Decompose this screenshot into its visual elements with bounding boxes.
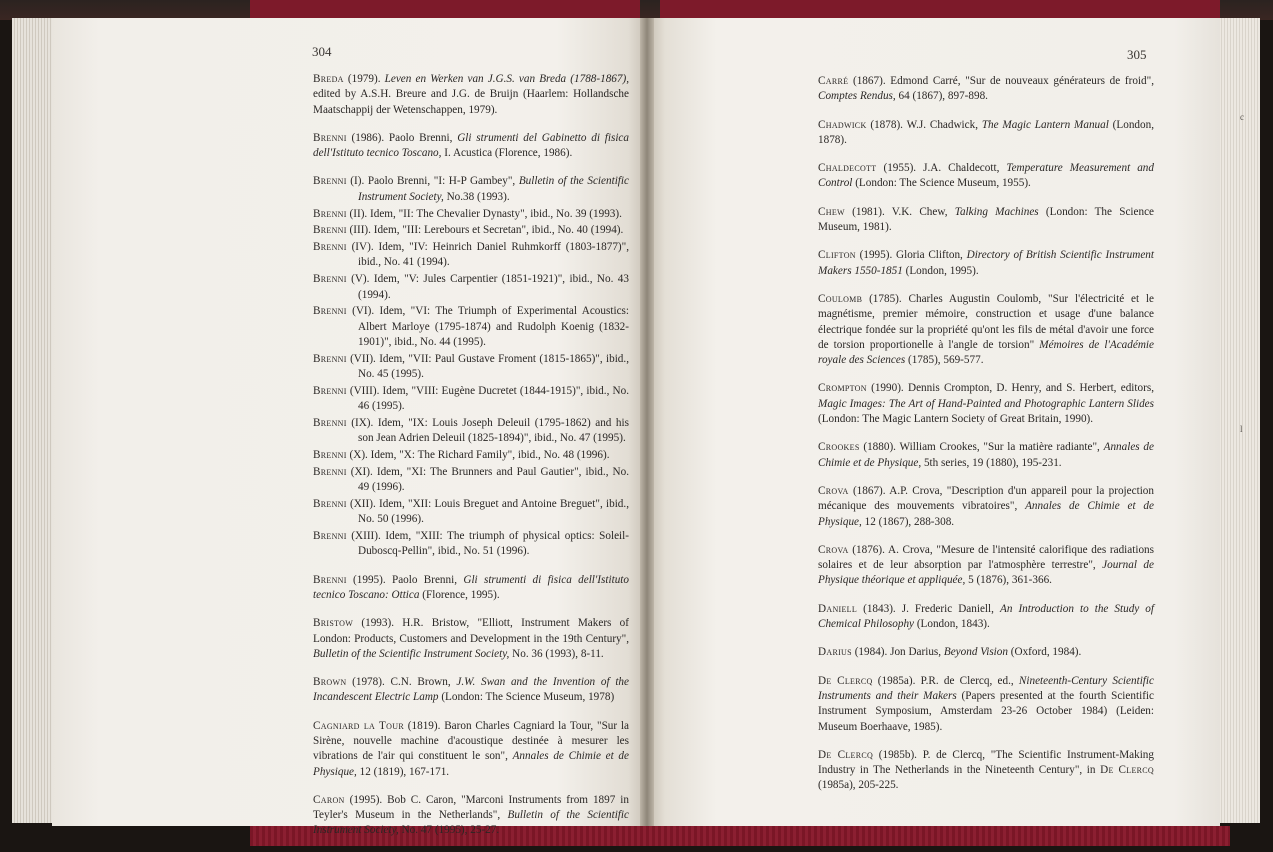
entry-text: 12 (1867), 288-308.: [861, 515, 955, 528]
entry-text: (1990). Dennis Crompton, D. Henry, and S. Herbert, editors,: [866, 382, 1154, 395]
entry-text: (VII). Idem, "VII: Paul Gustave Froment (1815-1865)", ibid., No. 45 (1995).: [346, 352, 629, 381]
bibliography-entry: [313, 529, 629, 560]
entry-title: Directory of British Scientific Instrument Makers 1550-1851: [818, 249, 1154, 277]
entry-text: (XII). Idem, "XII: Louis Breguet and Antoine Breguet", ibid., No. 50 (1996).: [346, 497, 629, 526]
entry-text: (V). Idem, "V: Jules Carpentier (1851-1921)", ibid., No. 43 (1994).: [346, 273, 629, 301]
entry-text: (London: The Science Museum, 1955).: [852, 177, 1031, 190]
entry-author: Brenni: [313, 465, 347, 478]
entry-title: Annales de Chimie et de Physique,: [818, 500, 1154, 528]
entry-text: (1985a), 205-225.: [818, 779, 899, 792]
bibliography-entry: [313, 497, 629, 528]
entry-text: (Oxford, 1984).: [1007, 646, 1082, 659]
entry-title: Annales de Chimie et de Physique,: [818, 441, 1154, 469]
entry-text: (1979).: [343, 73, 385, 85]
entry-author: Brenni: [313, 352, 347, 365]
bibliography-entry: [313, 793, 629, 839]
entry-author: Brenni: [313, 273, 347, 286]
entry-author: Brenni: [313, 131, 347, 144]
entry-text: 64 (1867), 897-898.: [895, 90, 988, 103]
bibliography-entry: [313, 72, 629, 118]
bibliography-entry: [818, 645, 1154, 660]
right-bibliography-column: [818, 74, 1154, 807]
entry-text: (Florence, 1995).: [419, 588, 500, 601]
page-edges-right: [1218, 18, 1260, 823]
bibliography-entry: [313, 304, 629, 350]
entry-text: (1843). J. Frederic Daniell,: [857, 602, 1000, 615]
entry-title: Annales de Chimie et de Physique,: [313, 750, 629, 778]
bibliography-entry: [818, 440, 1154, 471]
entry-text: (1876). A. Crova, "Mesure de l'intensité calorifique des radiations solaires et de leur absorption par l'atmosphère terrestre",: [818, 543, 1154, 572]
entry-text: (London, 1878).: [818, 118, 1154, 146]
entry-reference: De Clercq: [1100, 764, 1154, 777]
entry-title: Bulletin of the Scientific Instrument Society,: [358, 175, 629, 203]
entry-author: De Clercq: [818, 674, 873, 687]
bibliography-entry: [818, 205, 1154, 236]
entry-title: Temperature Measurement and Control: [818, 162, 1154, 190]
entry-title: Mémoires de l'Académie royale des Sciences: [818, 338, 1154, 367]
entry-author: Brenni: [313, 384, 347, 397]
entry-text: (London, 1995).: [902, 264, 979, 277]
entry-author: Chew: [818, 205, 845, 218]
bibliography-entry: [818, 381, 1154, 427]
entry-author: Brenni: [313, 305, 347, 318]
bibliography-entry: [818, 161, 1154, 192]
entry-author: De Clercq: [818, 748, 874, 761]
entry-author: Crookes: [818, 441, 860, 454]
entry-author: Carré: [818, 75, 849, 87]
bibliography-entry: [818, 748, 1154, 794]
entry-title: Journal de Physique théorique et appliquée,: [818, 559, 1154, 587]
entry-author: Brenni: [313, 530, 347, 543]
bibliography-entry: [313, 675, 629, 706]
entry-text: (1955). J.A. Chaldecott,: [876, 162, 1007, 175]
entry-author: Crova: [818, 484, 849, 497]
entry-text: (London: The Magic Lantern Society of Great Britain, 1990).: [818, 413, 1094, 426]
entry-text: (1785). Charles Augustin Coulomb, "Sur l'électricité et le magnétisme, premier mémoire, construction et usage d'une balance électrique fondée sur la propriété qu'ont les fils de métal d'avoir une force de torsion proportionelle à l'angle de torsion": [818, 292, 1154, 351]
entry-author: Darius: [818, 646, 852, 659]
bibliography-entry: [313, 352, 629, 383]
entry-author: Coulomb: [818, 292, 863, 305]
left-page-number: 304: [312, 44, 332, 59]
entry-text: I. Acustica (Florence, 1986).: [441, 147, 573, 160]
entry-text: (1878). W.J. Chadwick,: [866, 118, 982, 131]
entry-title: The Magic Lantern Manual: [981, 118, 1109, 131]
bibliography-entry: [313, 448, 629, 463]
bibliography-entry: [313, 465, 629, 496]
entry-author: Cagniard la Tour: [313, 719, 404, 732]
entry-author: Chaldecott: [818, 162, 877, 175]
entry-text: (XIII). Idem, "XIII: The triumph of physical optics: Soleil-Duboscq-Pellin", ibid., No. 51 (1996).: [346, 530, 629, 558]
margin-mark: l: [1240, 424, 1243, 434]
entry-title: Leven en Werken van J.G.S. van Breda (1788-1867),: [384, 73, 630, 85]
entry-text: (IV). Idem, "IV: Heinrich Daniel Ruhmkorff (1803-1877)", ibid., No. 41 (1994).: [346, 241, 629, 269]
bibliography-entry: [313, 174, 629, 205]
entry-text: (1984). Jon Darius,: [851, 646, 944, 659]
entry-title: Bulletin of the Scientific Instrument Society,: [313, 647, 510, 660]
entry-title: Gli strumenti di fisica dell'Istituto tecnico Toscano: Ottica: [313, 573, 630, 601]
left-bibliography-column: [313, 72, 629, 852]
book-gutter: [640, 18, 654, 826]
bibliography-entry: [313, 384, 629, 415]
entry-title: Bulletin of the Scientific Instrument Society,: [313, 809, 629, 837]
entry-text: (1981). V.K. Chew,: [844, 205, 955, 218]
entry-author: Brenni: [313, 497, 347, 510]
entry-text: (VIII). Idem, "VIII: Eugène Ducretet (1844-1915)", ibid., No. 46 (1995).: [346, 384, 629, 413]
entry-author: Crompton: [818, 382, 867, 395]
entry-title: J.W. Swan and the Invention of the Incandescent Electric Lamp: [313, 676, 629, 704]
entry-text: (Papers presented at the fourth Scientific Instrument Symposium, Amsterdam 23-26 October 1984) (Leiden: Museum Boerhaave, 1985).: [818, 689, 1154, 733]
entry-author: Daniell: [818, 602, 858, 615]
entry-text: (X). Idem, "X: The Richard Family", ibid., No. 48 (1996).: [346, 449, 610, 462]
entry-text: (XI). Idem, "XI: The Brunners and Paul Gautier", ibid., No. 49 (1996).: [346, 465, 629, 494]
entry-text: (1819). Baron Charles Cagniard la Tour, "Sur la Sirène, nouvelle machine d'acoustique destinée à mesurer les vibrations de l'air qui constituent le son",: [313, 719, 629, 763]
bibliography-entry: [313, 272, 629, 303]
entry-author: Crova: [818, 543, 849, 556]
bibliography-entry: [818, 674, 1154, 735]
bibliography-entry: [818, 118, 1154, 149]
entry-author: Caron: [313, 793, 345, 806]
entry-text: No. 36 (1993), 8-11.: [509, 647, 604, 660]
entry-text: 12 (1819), 167-171.: [356, 765, 450, 778]
entry-title: Beyond Vision: [943, 646, 1008, 659]
bibliography-entry: [313, 719, 629, 780]
entry-author: Clifton: [818, 249, 856, 262]
entry-author: Brenni: [313, 416, 347, 429]
entry-author: Chadwick: [818, 118, 867, 131]
entry-author: Bristow: [313, 617, 354, 630]
entry-text: (1985b). P. de Clercq, "The Scientific Instrument-Making Industry in The Netherlands in the Nineteenth Century", in: [818, 748, 1154, 777]
entry-text: (1867). Edmond Carré, "Sur de nouveaux générateurs de froid",: [848, 75, 1154, 87]
entry-text: (1867). A.P. Crova, "Description d'un appareil pour la projection mécanique des mouvements vibratoires",: [818, 484, 1154, 513]
entry-text: (1995). Bob C. Caron, "Marconi Instruments from 1897 in Teyler's Museum in the Netherlands",: [313, 793, 629, 822]
entry-text: (1995). Gloria Clifton,: [855, 249, 967, 262]
right-page-number: 305: [1127, 47, 1147, 62]
entry-text: edited by A.S.H. Breure and J.G. de Bruijn (Haarlem: Hollandsche Maatschappij der Wetenschappen, 1979).: [313, 88, 629, 116]
entry-text: 5 (1876), 361-366.: [965, 574, 1052, 587]
entry-text: No.38 (1993).: [443, 190, 510, 203]
entry-title: An Introduction to the Study of Chemical Philosophy: [818, 602, 1154, 631]
entry-text: (III). Idem, "III: Lerebours et Secretan", ibid., No. 40 (1994).: [346, 224, 624, 237]
entry-title: Nineteenth-Century Scientific Instruments and their Makers: [818, 674, 1154, 702]
entry-text: (1785), 569-577.: [905, 354, 984, 367]
entry-text: (1986). Paolo Brenni,: [346, 131, 458, 144]
entry-text: (London: The Science Museum, 1981).: [818, 205, 1155, 234]
entry-text: (IX). Idem, "IX: Louis Joseph Deleuil (1795-1862) and his son Jean Adrien Deleuil (1825-1894)", ibid., No. 47 (1995).: [346, 416, 629, 445]
bibliography-entry: [313, 616, 629, 662]
bibliography-entry: [818, 292, 1154, 368]
bibliography-entry: [313, 207, 629, 222]
bibliography-entry: [313, 573, 629, 604]
entry-text: (II). Idem, "II: The Chevalier Dynasty", ibid., No. 39 (1993).: [346, 207, 622, 220]
entry-author: Brenni: [313, 449, 347, 462]
entry-author: Brown: [313, 676, 347, 689]
bibliography-entry: [818, 484, 1154, 530]
entry-text: (1978). C.N. Brown,: [346, 676, 457, 689]
bibliography-entry: [818, 543, 1154, 589]
page-edges-left: [12, 18, 52, 823]
margin-mark: c: [1240, 112, 1244, 122]
bibliography-entry: [313, 416, 629, 447]
entry-text: (London: The Science Museum, 1978): [438, 691, 615, 704]
entry-text: (1985a). P.R. de Clercq, ed.,: [872, 674, 1019, 687]
bibliography-entry: [313, 223, 629, 238]
entry-title: Comptes Rendus,: [818, 90, 896, 103]
bibliography-entry: [818, 602, 1154, 633]
entry-text: 5th series, 19 (1880), 195-231.: [921, 456, 1062, 469]
entry-author: Brenni: [313, 241, 347, 254]
entry-title: Gli strumenti del Gabinetto di fisica dell'Istituto tecnico Toscano,: [313, 131, 629, 160]
entry-text: (1880). William Crookes, "Sur la matière radiante",: [859, 441, 1104, 454]
entry-author: Brenni: [313, 207, 347, 220]
bibliography-entry: [818, 248, 1154, 279]
entry-text: (1995). Paolo Brenni,: [346, 573, 464, 586]
entry-text: (VI). Idem, "VI: The Triumph of Experimental Acoustics: Albert Marloye (1795-1874) and Rudolph Koenig (1832-1901)", ibid., No. 44 (1995).: [346, 305, 629, 348]
entry-author: Brenni: [313, 224, 347, 237]
entry-text: (London, 1843).: [914, 618, 990, 631]
entry-text: (I). Paolo Brenni, "I: H-P Gambey",: [346, 175, 519, 188]
entry-title: Talking Machines: [954, 205, 1039, 218]
entry-author: Brenni: [313, 175, 347, 188]
entry-author: Breda: [313, 73, 344, 85]
entry-text: (1993). H.R. Bristow, "Elliott, Instrument Makers of London: Products, Customers and Development in the 19th Century",: [313, 617, 629, 645]
entry-text: No. 47 (1995), 25-27.: [398, 824, 500, 837]
bibliography-entry: [818, 74, 1154, 105]
bibliography-entry: [313, 131, 629, 162]
entry-author: Brenni: [313, 573, 347, 586]
bibliography-entry: [313, 240, 629, 271]
entry-title: Magic Images: The Art of Hand-Painted and Photographic Lantern Slides: [818, 397, 1154, 410]
